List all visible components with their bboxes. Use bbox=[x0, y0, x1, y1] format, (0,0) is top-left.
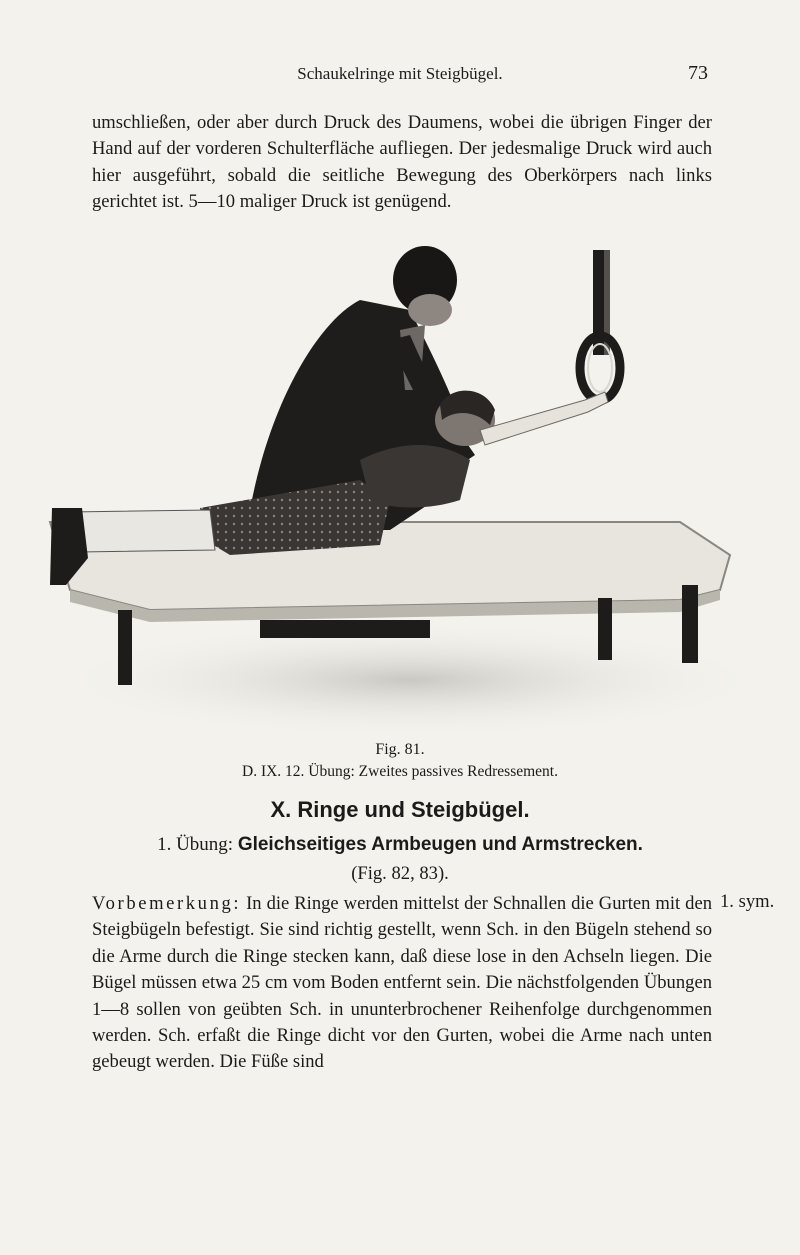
bench-crossbar bbox=[260, 620, 430, 638]
exercise-heading bbox=[0, 834, 800, 856]
running-title: Schaukelringe mit Steigbügel. bbox=[297, 64, 503, 83]
bench-leg bbox=[118, 610, 132, 685]
page-header bbox=[0, 62, 800, 88]
figure-caption: D. IX. 12. Übung: Zweites passives Redressement. bbox=[242, 763, 558, 780]
body-paragraph-2 bbox=[92, 891, 712, 1076]
figure-photo bbox=[30, 240, 770, 740]
gymnastics-photo-illustration bbox=[30, 240, 770, 740]
exercise-number: 1. Übung: bbox=[157, 834, 234, 855]
floor-shadow bbox=[50, 622, 770, 738]
margin-note: 1. sym. bbox=[720, 891, 775, 912]
body-paragraph-1: umschließen, oder aber durch Druck des Daumens, wobei die übrigen Finger der Hand auf der vorderen Schulterfläche aufliegen. Der jedesmalige Druck wird auch hier ausgeführt, sobald die seitliche Bewegung des Oberkörpers nach links gerichtet ist. 5—10 maliger Druck ist genügend. bbox=[92, 112, 712, 213]
lead-word: Vorbemerkung: bbox=[92, 893, 242, 914]
paragraph-text: In die Ringe werden mittelst der Schnallen die Gurten mit den Steigbügeln befestigt. Sie sind richtig gestellt, wenn Sch. in den Bügeln stehend so die Arme durch die Ringe stecken kann, daß diese lose in den Achseln liegen. Die Bügel müssen etwa 25 cm vom Boden entfernt sein. Die nächstfolgenden Übungen 1—8 sollen von geübten Sch. in ununterbrochener Reihenfolge durchgenommen werden. Sch. erfaßt die Ringe dicht vor den Gurten, wobei die Arme nach unten gebeugt werden. Die Füße sind bbox=[92, 893, 712, 1073]
exercise-title: Gleichseitiges Armbeugen und Armstrecken. bbox=[237, 834, 643, 855]
bench-leg bbox=[682, 585, 698, 663]
page-number: 73 bbox=[688, 62, 708, 84]
bench-leg bbox=[598, 598, 612, 660]
figure-reference: (Fig. 82, 83). bbox=[351, 863, 449, 884]
section-heading: X. Ringe und Steigbügel. bbox=[270, 797, 530, 822]
figure-label: Fig. 81. bbox=[375, 741, 425, 758]
child-arm bbox=[480, 392, 608, 445]
